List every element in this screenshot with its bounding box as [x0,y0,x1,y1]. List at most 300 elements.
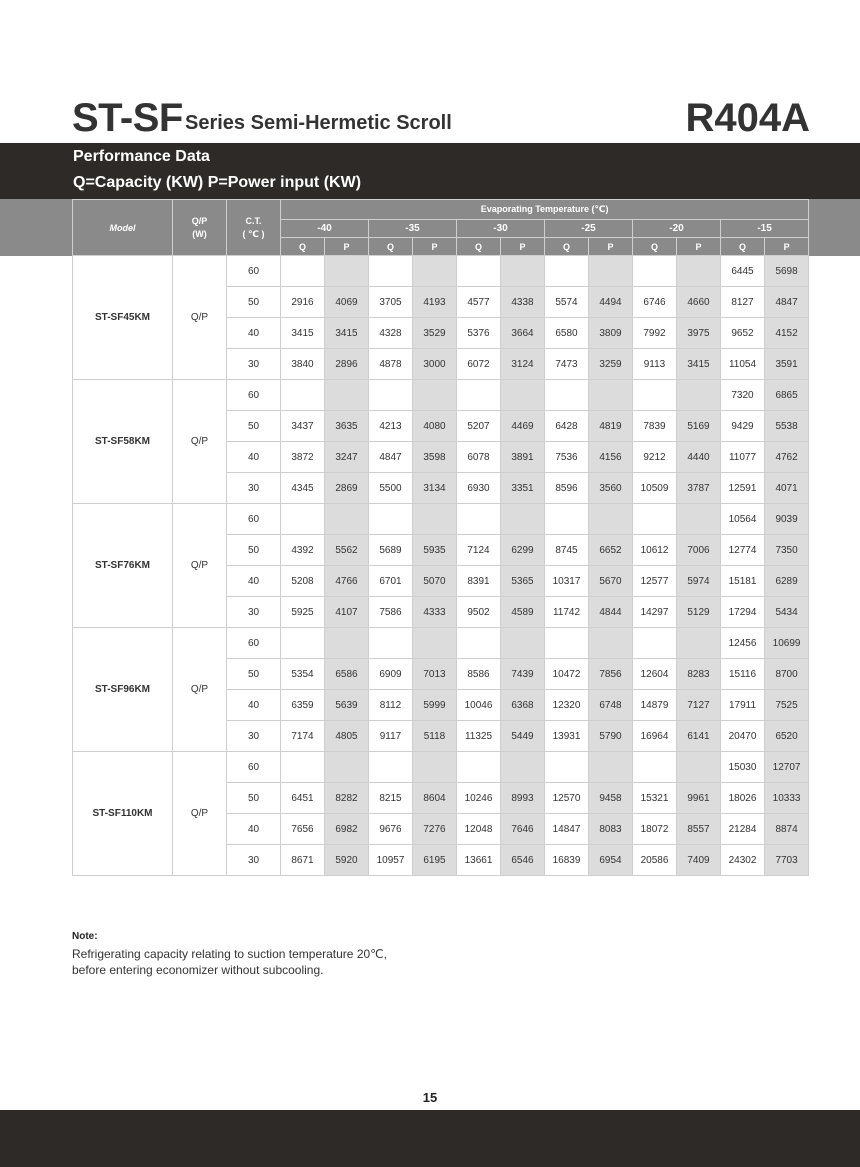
q-label-cell: Q [721,238,765,256]
power-cell: 10333 [765,783,809,814]
capacity-cell: 12577 [633,566,677,597]
capacity-cell: 14879 [633,690,677,721]
capacity-cell [545,628,589,659]
power-cell [413,256,457,287]
power-cell: 5920 [325,845,369,876]
power-cell: 3635 [325,411,369,442]
power-cell [501,380,545,411]
capacity-cell: 18072 [633,814,677,845]
power-cell: 8700 [765,659,809,690]
capacity-cell: 9652 [721,318,765,349]
power-cell: 9039 [765,504,809,535]
capacity-cell: 4345 [281,473,325,504]
section-title: Performance Data [73,148,210,165]
evap-temp-cell: -40 [281,220,369,238]
power-cell: 6520 [765,721,809,752]
capacity-cell [457,628,501,659]
power-cell: 9961 [677,783,721,814]
power-cell [325,628,369,659]
qp-cell: Q/P [173,256,227,380]
power-cell [325,380,369,411]
model-name-cell: ST-SF96KM [73,628,173,752]
power-cell: 3591 [765,349,809,380]
power-cell: 4805 [325,721,369,752]
power-cell [325,256,369,287]
capacity-cell: 17911 [721,690,765,721]
power-cell: 8993 [501,783,545,814]
power-cell: 3529 [413,318,457,349]
power-cell: 7703 [765,845,809,876]
ct-cell: 50 [227,287,281,318]
power-cell [325,504,369,535]
power-cell [413,380,457,411]
power-cell: 5670 [589,566,633,597]
power-cell: 8604 [413,783,457,814]
power-cell: 3891 [501,442,545,473]
power-cell: 4333 [413,597,457,628]
capacity-cell [281,628,325,659]
capacity-cell [545,256,589,287]
capacity-cell: 11742 [545,597,589,628]
capacity-cell: 15030 [721,752,765,783]
capacity-cell: 9502 [457,597,501,628]
table-body [73,256,809,876]
ct-cell: 60 [227,752,281,783]
capacity-cell: 6078 [457,442,501,473]
ct-cell: 30 [227,845,281,876]
power-cell: 5639 [325,690,369,721]
capacity-cell [457,380,501,411]
p-label-cell: P [677,238,721,256]
capacity-cell: 9113 [633,349,677,380]
power-cell: 3787 [677,473,721,504]
ct-cell: 30 [227,349,281,380]
page-number: 15 [422,1090,438,1105]
ct-cell: 50 [227,411,281,442]
power-cell: 6982 [325,814,369,845]
capacity-cell: 7992 [633,318,677,349]
power-cell: 3124 [501,349,545,380]
power-cell: 3664 [501,318,545,349]
ct-cell: 30 [227,473,281,504]
capacity-cell [281,504,325,535]
power-cell [501,628,545,659]
capacity-cell: 5354 [281,659,325,690]
capacity-cell: 14847 [545,814,589,845]
capacity-cell: 5689 [369,535,413,566]
power-cell: 5070 [413,566,457,597]
power-cell: 4494 [589,287,633,318]
capacity-cell: 12591 [721,473,765,504]
capacity-cell: 9676 [369,814,413,845]
capacity-cell [633,628,677,659]
capacity-cell: 12604 [633,659,677,690]
power-cell: 10699 [765,628,809,659]
power-cell [677,504,721,535]
power-cell [589,504,633,535]
power-cell [589,752,633,783]
capacity-cell: 7174 [281,721,325,752]
capacity-cell: 6909 [369,659,413,690]
table-row [73,628,809,659]
power-cell: 5999 [413,690,457,721]
power-cell: 5365 [501,566,545,597]
capacity-cell: 10472 [545,659,589,690]
evap-temp-header: Evaporating Temperature (℃) [281,200,809,220]
ct-cell: 40 [227,318,281,349]
capacity-cell: 3415 [281,318,325,349]
qp-cell: Q/P [173,380,227,504]
power-cell: 2896 [325,349,369,380]
q-label-cell: Q [457,238,501,256]
capacity-cell: 3840 [281,349,325,380]
power-cell: 4762 [765,442,809,473]
power-cell: 6954 [589,845,633,876]
power-cell: 7276 [413,814,457,845]
capacity-cell: 15181 [721,566,765,597]
evap-temp-cell: -20 [633,220,721,238]
power-cell: 6141 [677,721,721,752]
power-cell: 4847 [765,287,809,318]
capacity-cell [633,752,677,783]
capacity-cell: 9429 [721,411,765,442]
q-label-cell: Q [545,238,589,256]
capacity-cell: 6701 [369,566,413,597]
power-cell: 5974 [677,566,721,597]
power-cell: 4069 [325,287,369,318]
capacity-cell: 6428 [545,411,589,442]
power-cell: 7409 [677,845,721,876]
capacity-cell: 20470 [721,721,765,752]
power-cell: 4660 [677,287,721,318]
power-cell: 7013 [413,659,457,690]
footer-band [0,1110,860,1167]
capacity-cell: 8127 [721,287,765,318]
capacity-cell [369,628,413,659]
capacity-cell: 8586 [457,659,501,690]
capacity-cell: 20586 [633,845,677,876]
ct-cell: 30 [227,721,281,752]
power-cell: 7525 [765,690,809,721]
q-label-cell: Q [369,238,413,256]
model-header: Model [73,200,173,256]
power-cell [501,752,545,783]
power-cell: 4080 [413,411,457,442]
capacity-cell [281,380,325,411]
model-name-cell: ST-SF110KM [73,752,173,876]
power-cell: 6748 [589,690,633,721]
performance-table [72,199,809,876]
p-label-cell: P [325,238,369,256]
capacity-cell: 12320 [545,690,589,721]
capacity-cell [457,256,501,287]
power-cell [325,752,369,783]
series-subtitle: Series Semi-Hermetic Scroll [185,112,452,134]
series-title: ST-SF [72,96,183,140]
power-cell [501,256,545,287]
refrigerant-label: R404A [685,96,810,140]
power-cell: 3415 [325,318,369,349]
section-band [0,143,860,199]
capacity-cell: 10564 [721,504,765,535]
power-cell: 4156 [589,442,633,473]
power-cell: 6299 [501,535,545,566]
capacity-cell: 16964 [633,721,677,752]
capacity-cell: 10509 [633,473,677,504]
capacity-cell [545,380,589,411]
capacity-cell: 10046 [457,690,501,721]
note-line-1: Refrigerating capacity relating to suction temperature 20℃, [72,947,387,961]
note-block [72,931,572,976]
capacity-cell: 11077 [721,442,765,473]
capacity-cell: 11325 [457,721,501,752]
ct-cell: 40 [227,566,281,597]
capacity-cell: 15321 [633,783,677,814]
power-cell: 9458 [589,783,633,814]
capacity-cell: 7124 [457,535,501,566]
power-cell: 8083 [589,814,633,845]
power-cell: 4766 [325,566,369,597]
power-cell: 6586 [325,659,369,690]
power-cell: 3351 [501,473,545,504]
capacity-cell: 10246 [457,783,501,814]
ct-cell: 50 [227,783,281,814]
evap-temp-cell: -30 [457,220,545,238]
table-head [73,200,809,256]
power-cell [677,752,721,783]
power-cell: 5935 [413,535,457,566]
title-row [72,96,810,140]
capacity-cell [369,256,413,287]
power-cell [677,380,721,411]
capacity-cell: 7473 [545,349,589,380]
power-cell [589,380,633,411]
power-cell: 3975 [677,318,721,349]
capacity-cell [633,380,677,411]
power-cell [589,628,633,659]
qp-cell: Q/P [173,752,227,876]
capacity-cell: 13931 [545,721,589,752]
capacity-cell: 9212 [633,442,677,473]
power-cell: 5169 [677,411,721,442]
ct-cell: 40 [227,814,281,845]
capacity-cell: 6580 [545,318,589,349]
capacity-cell: 7839 [633,411,677,442]
capacity-cell: 9117 [369,721,413,752]
power-cell: 6289 [765,566,809,597]
capacity-cell: 4847 [369,442,413,473]
power-cell [413,504,457,535]
capacity-cell: 14297 [633,597,677,628]
capacity-cell [281,752,325,783]
capacity-cell: 8391 [457,566,501,597]
capacity-cell: 15116 [721,659,765,690]
capacity-cell: 6930 [457,473,501,504]
capacity-cell: 11054 [721,349,765,380]
capacity-cell: 4392 [281,535,325,566]
power-cell: 4469 [501,411,545,442]
power-cell: 8874 [765,814,809,845]
capacity-cell [369,380,413,411]
power-cell: 8557 [677,814,721,845]
capacity-cell: 7536 [545,442,589,473]
capacity-cell: 6746 [633,287,677,318]
model-name-cell: ST-SF76KM [73,504,173,628]
power-cell [501,504,545,535]
ct-cell: 30 [227,597,281,628]
power-cell: 5562 [325,535,369,566]
power-cell: 5698 [765,256,809,287]
capacity-cell: 17294 [721,597,765,628]
qp-cell: Q/P [173,504,227,628]
evap-temp-cell: -25 [545,220,633,238]
power-cell: 5449 [501,721,545,752]
capacity-cell: 3437 [281,411,325,442]
power-cell: 5790 [589,721,633,752]
power-cell: 4844 [589,597,633,628]
capacity-cell: 3705 [369,287,413,318]
power-cell: 4193 [413,287,457,318]
p-label-cell: P [413,238,457,256]
power-cell [677,628,721,659]
capacity-cell: 12774 [721,535,765,566]
q-label-cell: Q [633,238,677,256]
capacity-cell [281,256,325,287]
capacity-cell: 5207 [457,411,501,442]
power-cell: 2869 [325,473,369,504]
capacity-cell [369,504,413,535]
power-cell: 5129 [677,597,721,628]
power-cell: 3560 [589,473,633,504]
table-row [73,752,809,783]
capacity-cell: 8671 [281,845,325,876]
capacity-cell: 4878 [369,349,413,380]
capacity-cell: 5208 [281,566,325,597]
capacity-cell [457,752,501,783]
capacity-cell: 8596 [545,473,589,504]
capacity-cell: 8745 [545,535,589,566]
capacity-cell [369,752,413,783]
capacity-cell: 18026 [721,783,765,814]
capacity-cell: 8112 [369,690,413,721]
capacity-cell: 4577 [457,287,501,318]
model-name-cell: ST-SF45KM [73,256,173,380]
power-cell: 5118 [413,721,457,752]
capacity-cell: 24302 [721,845,765,876]
capacity-cell: 21284 [721,814,765,845]
ct-header: C.T. ( ℃ ) [227,200,281,256]
power-cell: 5434 [765,597,809,628]
power-cell: 4589 [501,597,545,628]
power-cell: 8283 [677,659,721,690]
power-cell: 5538 [765,411,809,442]
power-cell: 3000 [413,349,457,380]
ct-cell: 60 [227,256,281,287]
qp-cell: Q/P [173,628,227,752]
power-cell [413,628,457,659]
note-title: Note: [72,931,98,942]
power-cell: 4071 [765,473,809,504]
power-cell: 3259 [589,349,633,380]
capacity-cell: 5574 [545,287,589,318]
capacity-cell: 12048 [457,814,501,845]
capacity-cell: 4328 [369,318,413,349]
ct-cell: 40 [227,690,281,721]
power-cell: 7439 [501,659,545,690]
capacity-cell: 8215 [369,783,413,814]
power-cell: 6546 [501,845,545,876]
ct-cell: 60 [227,380,281,411]
power-cell: 12707 [765,752,809,783]
capacity-cell: 4213 [369,411,413,442]
power-cell [413,752,457,783]
capacity-cell: 10612 [633,535,677,566]
capacity-cell: 6359 [281,690,325,721]
power-cell [677,256,721,287]
capacity-cell [633,256,677,287]
power-cell: 6195 [413,845,457,876]
power-cell: 4107 [325,597,369,628]
power-cell: 4440 [677,442,721,473]
capacity-cell: 6451 [281,783,325,814]
power-cell: 7127 [677,690,721,721]
capacity-cell: 12570 [545,783,589,814]
p-label-cell: P [589,238,633,256]
capacity-cell: 3872 [281,442,325,473]
capacity-cell: 10317 [545,566,589,597]
power-cell: 3598 [413,442,457,473]
capacity-cell: 6072 [457,349,501,380]
power-cell: 3134 [413,473,457,504]
evap-temp-cell: -35 [369,220,457,238]
power-cell: 4152 [765,318,809,349]
power-cell: 3809 [589,318,633,349]
capacity-cell: 7586 [369,597,413,628]
power-cell: 7350 [765,535,809,566]
ct-cell: 40 [227,442,281,473]
capacity-cell: 13661 [457,845,501,876]
capacity-cell [633,504,677,535]
q-label-cell: Q [281,238,325,256]
ct-cell: 60 [227,504,281,535]
section-legend: Q=Capacity (KW) P=Power input (KW) [73,174,362,191]
power-cell: 3247 [325,442,369,473]
capacity-cell: 10957 [369,845,413,876]
power-cell: 3415 [677,349,721,380]
ct-cell: 60 [227,628,281,659]
capacity-cell: 6445 [721,256,765,287]
capacity-cell [457,504,501,535]
power-cell: 6865 [765,380,809,411]
capacity-cell: 5925 [281,597,325,628]
capacity-cell [545,752,589,783]
ct-cell: 50 [227,659,281,690]
power-cell: 7006 [677,535,721,566]
capacity-cell: 7320 [721,380,765,411]
capacity-cell: 5376 [457,318,501,349]
ct-cell: 50 [227,535,281,566]
power-cell: 6368 [501,690,545,721]
capacity-cell: 12456 [721,628,765,659]
p-label-cell: P [765,238,809,256]
power-cell: 7856 [589,659,633,690]
power-cell: 4338 [501,287,545,318]
power-cell [589,256,633,287]
capacity-cell: 16839 [545,845,589,876]
qp-header: Q/P (W) [173,200,227,256]
table-row [73,256,809,287]
power-cell: 8282 [325,783,369,814]
